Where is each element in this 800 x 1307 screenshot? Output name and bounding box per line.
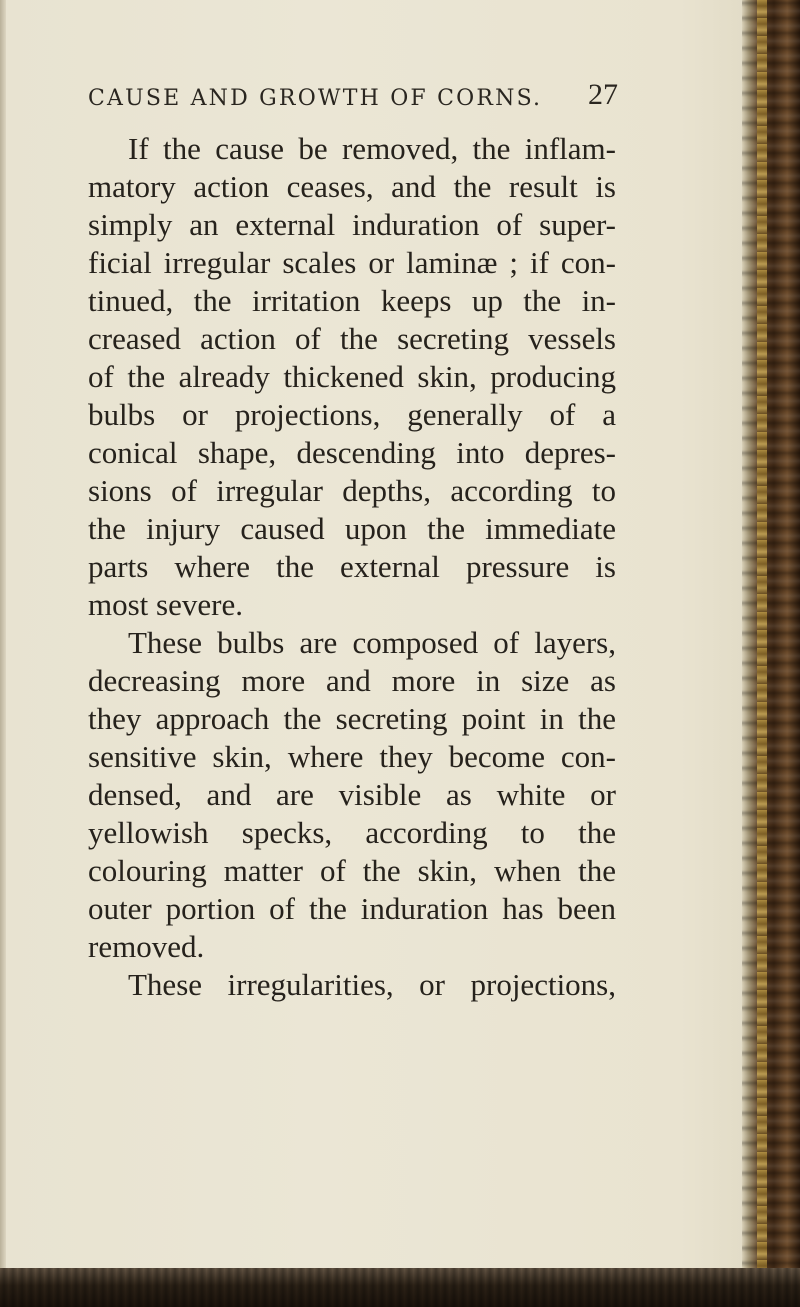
text-line: bulbs or projections, generally of a — [88, 397, 616, 432]
text-line: sions of irregular depths, according to — [88, 473, 616, 508]
text-line: These bulbs are composed of layers, — [128, 625, 616, 660]
text-line: of the already thickened skin, producing — [88, 359, 616, 394]
running-head: CAUSE AND GROWTH OF CORNS. — [88, 86, 543, 111]
text-line: If the cause be removed, the inflam- — [128, 131, 616, 166]
text-line: the injury caused upon the immediate — [88, 511, 616, 546]
text-line: yellowish specks, according to the — [88, 815, 616, 850]
text-line: colouring matter of the skin, when the — [88, 853, 616, 888]
text-line: conical shape, descending into depres- — [88, 435, 616, 470]
page-left-edge — [0, 0, 6, 1307]
text-line: densed, and are visible as white or — [88, 777, 616, 812]
spine-gilding — [757, 0, 767, 1307]
text-line: they approach the secreting point in the — [88, 701, 616, 736]
text-line: outer portion of the induration has been — [88, 891, 616, 926]
book-bottom-edge — [0, 1268, 800, 1307]
text-line: most severe. — [88, 587, 243, 622]
text-line: ficial irregular scales or laminæ ; if con- — [88, 245, 616, 280]
text-line: tinued, the irritation keeps up the in- — [88, 283, 616, 318]
text-line: parts where the external pressure is — [88, 549, 616, 584]
page-number: 27 — [588, 78, 618, 111]
text-line: simply an external induration of super- — [88, 207, 616, 242]
book-spine — [742, 0, 800, 1307]
text-line: removed. — [88, 929, 205, 964]
text-line: matory action ceases, and the result is — [88, 169, 616, 204]
text-line: decreasing more and more in size as — [88, 663, 616, 698]
text-line: creased action of the secreting vessels — [88, 321, 616, 356]
body-text — [88, 130, 616, 1004]
page-header — [88, 78, 628, 128]
text-line: sensitive skin, where they become con- — [88, 739, 616, 774]
text-line: These irregularities, or projections, — [128, 967, 616, 1002]
